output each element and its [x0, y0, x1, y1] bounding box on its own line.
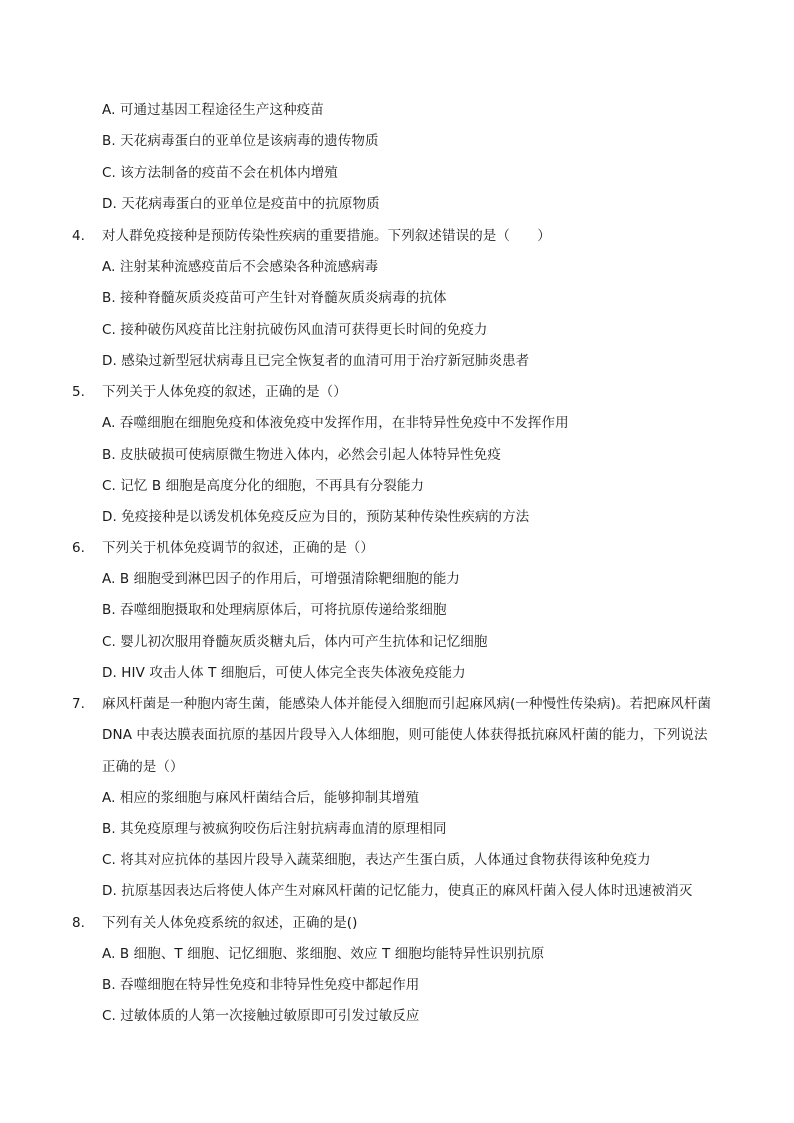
q6-option-b: B. 吞噬细胞摄取和处理病原体后，可将抗原传递给浆细胞 [102, 602, 447, 618]
q7-option-d: D. 抗原基因表达后将使人体产生对麻风杆菌的记忆能力，使真正的麻风杆菌入侵人体时迅速被消灭 [102, 883, 693, 899]
q7-option-c: C. 将其对应抗体的基因片段导入蔬菜细胞，表达产生蛋白质，人体通过食物获得该种免疫力 [102, 852, 651, 868]
q7-number: 7. [72, 696, 85, 712]
q6-number: 6. [72, 540, 85, 556]
q8-option-a: A. B 细胞、T 细胞、记忆细胞、浆细胞、效应 T 细胞均能特异性识别抗原 [102, 946, 545, 962]
q5-option-c: C. 记忆 B 细胞是高度分化的细胞，不再具有分裂能力 [102, 478, 425, 494]
q5-option-b: B. 皮肤破损可使病原微生物进入体内，必然会引起人体特异性免疫 [102, 447, 501, 463]
q3-option-b: B. 天花病毒蛋白的亚单位是该病毒的遗传物质 [102, 133, 379, 149]
q6-option-a: A. B 细胞受到淋巴因子的作用后，可增强清除靶细胞的能力 [102, 571, 461, 587]
q5-stem: 下列关于人体免疫的叙述，正确的是（） [102, 384, 347, 400]
q3-option-a: A. 可通过基因工程途径生产这种疫苗 [102, 102, 324, 118]
q4-option-c: C. 接种破伤风疫苗比注射抗破伤风血清可获得更长时间的免疫力 [102, 322, 488, 338]
q4-stem: 对人群免疫接种是预防传染性疾病的重要措施。下列叙述错误的是（ ） [102, 228, 551, 244]
q7-option-a: A. 相应的浆细胞与麻风杆菌结合后，能够抑制其增殖 [102, 790, 420, 806]
q6-option-c: C. 婴儿初次服用脊髓灰质炎糖丸后，体内可产生抗体和记忆细胞 [102, 634, 488, 650]
q7-stem-line-3: 正确的是（） [102, 759, 184, 775]
q6-stem: 下列关于机体免疫调节的叙述，正确的是（） [102, 540, 374, 556]
q8-stem: 下列有关人体免疫系统的叙述，正确的是() [102, 915, 358, 931]
q8-option-b: B. 吞噬细胞在特异性免疫和非特异性免疫中都起作用 [102, 977, 420, 993]
q7-stem-line-2: DNA 中表达膜表面抗原的基因片段导入人体细胞，则可能使人体获得抵抗麻风杆菌的能力，下列说法 [102, 727, 708, 743]
q4-option-b: B. 接种脊髓灰质炎疫苗可产生针对脊髓灰质炎病毒的抗体 [102, 290, 447, 306]
q4-number: 4. [72, 228, 85, 244]
q7-stem-line-1: 麻风杆菌是一种胞内寄生菌，能感染人体并能侵入细胞而引起麻风病(一种慢性传染病)。若把麻风杆菌 [102, 696, 712, 712]
q5-option-a: A. 吞噬细胞在细胞免疫和体液免疫中发挥作用，在非特异性免疫中不发挥作用 [102, 415, 569, 431]
q5-number: 5. [72, 384, 85, 400]
q8-number: 8. [72, 915, 85, 931]
q3-option-c: C. 该方法制备的疫苗不会在机体内增殖 [102, 165, 338, 181]
q3-option-d: D. 天花病毒蛋白的亚单位是疫苗中的抗原物质 [102, 196, 380, 212]
q4-option-d: D. 感染过新型冠状病毒且已完全恢复者的血清可用于治疗新冠肺炎患者 [102, 353, 530, 369]
q6-option-d: D. HIV 攻击人体 T 细胞后，可使人体完全丧失体液免疫能力 [102, 665, 466, 681]
q5-option-d: D. 免疫接种是以诱发机体免疫反应为目的，预防某种传染性疾病的方法 [102, 509, 530, 525]
q7-option-b: B. 其免疫原理与被疯狗咬伤后注射抗病毒血清的原理相同 [102, 821, 447, 837]
q4-option-a: A. 注射某种流感疫苗后不会感染各种流感病毒 [102, 259, 379, 275]
q8-option-c: C. 过敏体质的人第一次接触过敏原即可引发过敏反应 [102, 1008, 420, 1024]
